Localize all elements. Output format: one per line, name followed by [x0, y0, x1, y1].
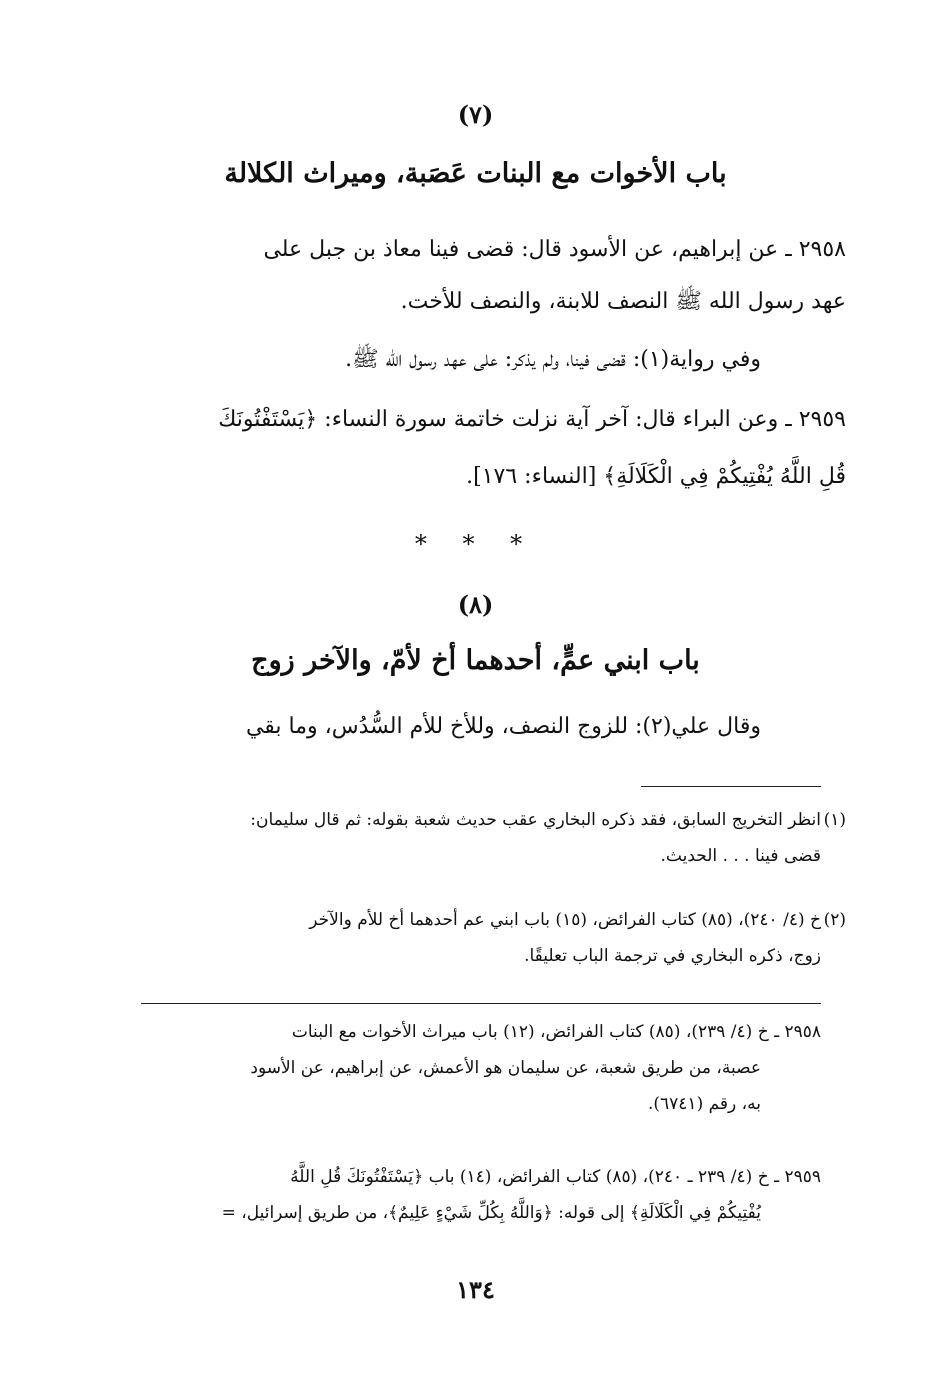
takhrij-2958-line-1: ٢٩٥٨ ـ خ (٤/ ٢٣٩)، (٨٥) كتاب الفرائض، (١٢) باب ميراث الأخوات مع البنات [291, 1022, 821, 1042]
hadith-2959-line-2: قُلِ اللَّهُ يُفْتِيكُمْ فِي الْكَلَالَةِ﴾ [النساء: ١٧٦]. [466, 464, 846, 489]
section-title-8: باب ابني عمٍّ، أحدهما أخ لأمّ، والآخر زوج [251, 645, 700, 676]
section-separator: * * * [414, 530, 537, 558]
footnote-1-line-1: انظر التخريج السابق، فقد ذكره البخاري عقب حديث شعبة بقوله: ثم قال سليمان: [250, 810, 821, 830]
takhrij-2959-line-1: ٢٩٥٩ ـ خ (٤/ ٢٣٩ ـ ٢٤٠)، (٨٥) كتاب الفرائض، (١٤) باب ﴿يَسْتَفْتُونَكَ قُلِ اللَّهُ [290, 1167, 821, 1187]
takhrij-2959-line-2: يُفْتِيكُمْ فِي الْكَلَالَةِ﴾ إلى قوله: ﴿وَاللَّهُ بِكُلِّ شَيْءٍ عَلِيمٌ﴾، من طريق إسرائيل، = [221, 1203, 761, 1223]
hadith-2958-line-1: ٢٩٥٨ ـ عن إبراهيم، عن الأسود قال: قضى فينا معاذ بن جبل على [263, 237, 846, 262]
footnote-2-line-1: خ (٤/ ٢٤٠)، (٨٥) كتاب الفرائض، (١٥) باب ابني عم أحدهما أخ للأم والآخر [309, 910, 821, 930]
section-number-7: (٧) [457, 100, 494, 129]
ali-statement: وقال علي(٢): للزوج النصف، وللأخ للأم السُّدُس، وما بقي [245, 714, 761, 739]
footnote-1-line-2: قضى فينا . . . الحديث. [660, 846, 821, 866]
hadith-2958-line-2: عهد رسول الله ﷺ النصف للابنة، والنصف للأخت. [400, 289, 846, 314]
takhrij-2959 [121, 1165, 821, 1225]
takhrij-2958 [121, 1020, 821, 1116]
footnote-2-number: (٢) [823, 910, 846, 930]
footnote-1-number: (١) [823, 810, 846, 830]
footnote-1 [96, 808, 846, 868]
section-number-8: (٨) [457, 590, 494, 619]
page-number: ١٣٤ [456, 1275, 495, 1304]
hadith-2959-line-1: ٢٩٥٩ ـ وعن البراء قال: آخر آية نزلت خاتمة سورة النساء: ﴿يَسْتَفْتُونَكَ [218, 407, 846, 432]
footnote-2-line-2: زوج، ذكره البخاري في ترجمة الباب تعليقًا. [524, 946, 821, 966]
section-title-7: باب الأخوات مع البنات عَصَبة، وميراث الكلالة [224, 158, 727, 189]
footnote-2 [96, 908, 846, 968]
takhrij-2958-line-2: عصبة، من طريق شعبة، عن سليمان هو الأعمش، عن إبراهيم، عن الأسود [250, 1058, 761, 1078]
riwaya-text: وفي رواية(١): قضى فينا، ولم يذكر: على عهد رسول الله ﷺ. [345, 347, 761, 372]
takhrij-2958-line-3: به، رقم (٦٧٤١). [647, 1094, 761, 1114]
footnote-rule [641, 786, 821, 787]
takhrij-rule [141, 1003, 821, 1004]
